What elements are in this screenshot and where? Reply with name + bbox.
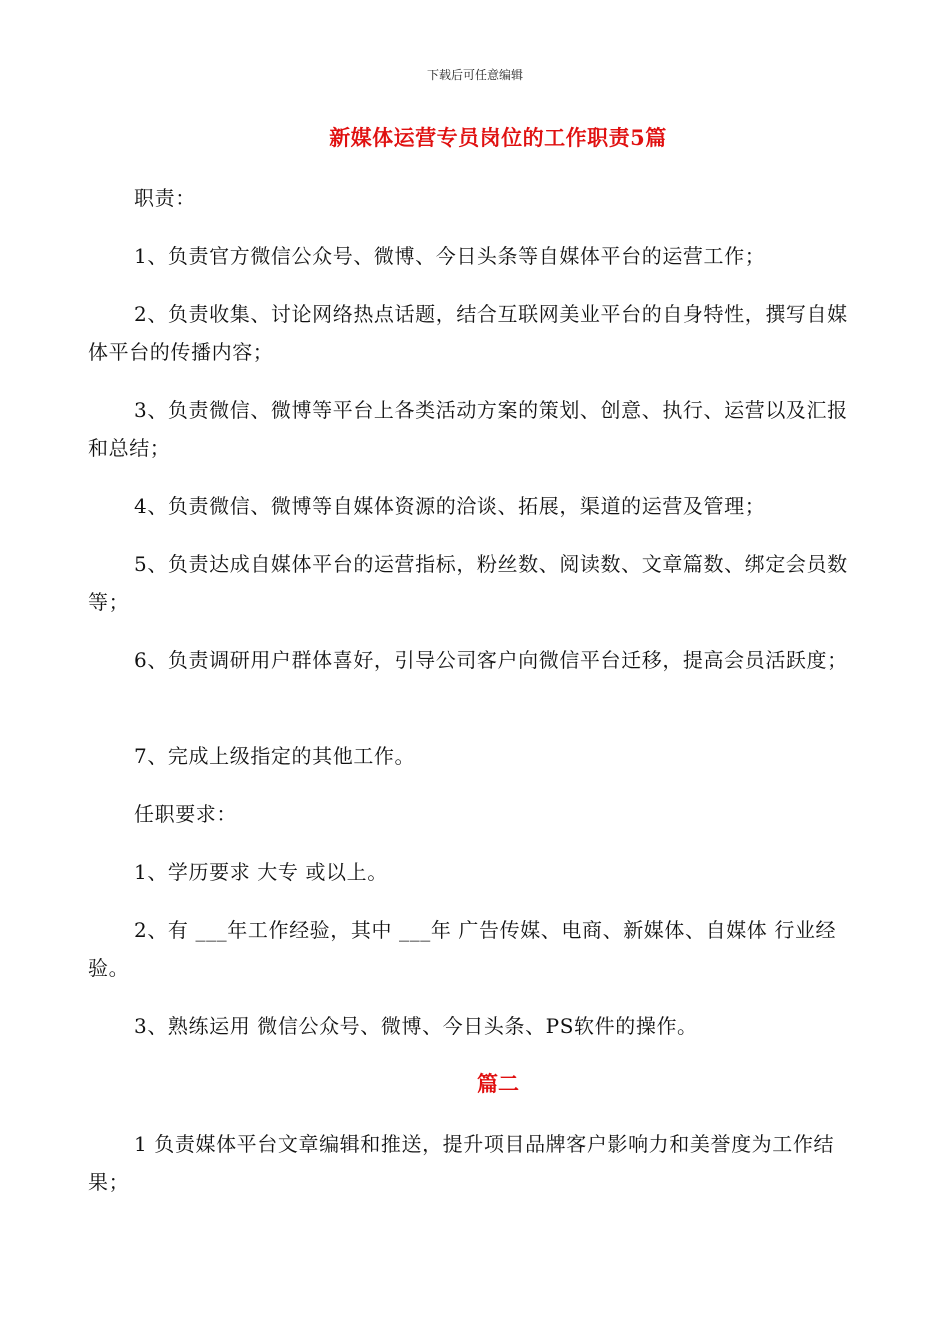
requirement-item-1: 1、学历要求 大专 或以上。 [134,860,388,884]
duty-item-5: 5、负责达成自媒体平台的运营指标，粉丝数、阅读数、文章篇数、绑定会员数等； [88,552,848,614]
duty-item-1: 1、负责官方微信公众号、微博、今日头条等自媒体平台的运营工作； [134,244,766,268]
section-2-title: 篇二 [477,1071,519,1096]
duty-item-4: 4、负责微信、微博等自媒体资源的洽谈、拓展，渠道的运营及管理； [134,494,766,518]
requirement-item-2: 2、有 ___年工作经验，其中 ___年 广告传媒、电商、新媒体、自媒体 行业经验。 [88,918,837,980]
duty-item-7: 7、完成上级指定的其他工作。 [134,744,416,768]
duty-item-3: 3、负责微信、微博等平台上各类活动方案的策划、创意、执行、运营以及汇报和总结； [88,398,848,460]
requirement-item-3: 3、熟练运用 微信公众号、微博、今日头条、PS软件的操作。 [134,1014,698,1038]
duty-item-6: 6、负责调研用户群体喜好，引导公司客户向微信平台迁移，提高会员活跃度； [134,648,848,672]
duty-item-2: 2、负责收集、讨论网络热点话题，结合互联网美业平台的自身特性，撰写自媒体平台的传播内容； [88,302,848,364]
header-note: 下载后可任意编辑 [426,68,523,82]
document-title: 新媒体运营专员岗位的工作职责5篇 [329,125,667,150]
duties-heading: 职责： [134,186,196,210]
requirements-heading: 任职要求： [134,802,237,826]
section-2-item-1: 1 负责媒体平台文章编辑和推送，提升项目品牌客户影响力和美誉度为工作结果； [88,1132,835,1194]
